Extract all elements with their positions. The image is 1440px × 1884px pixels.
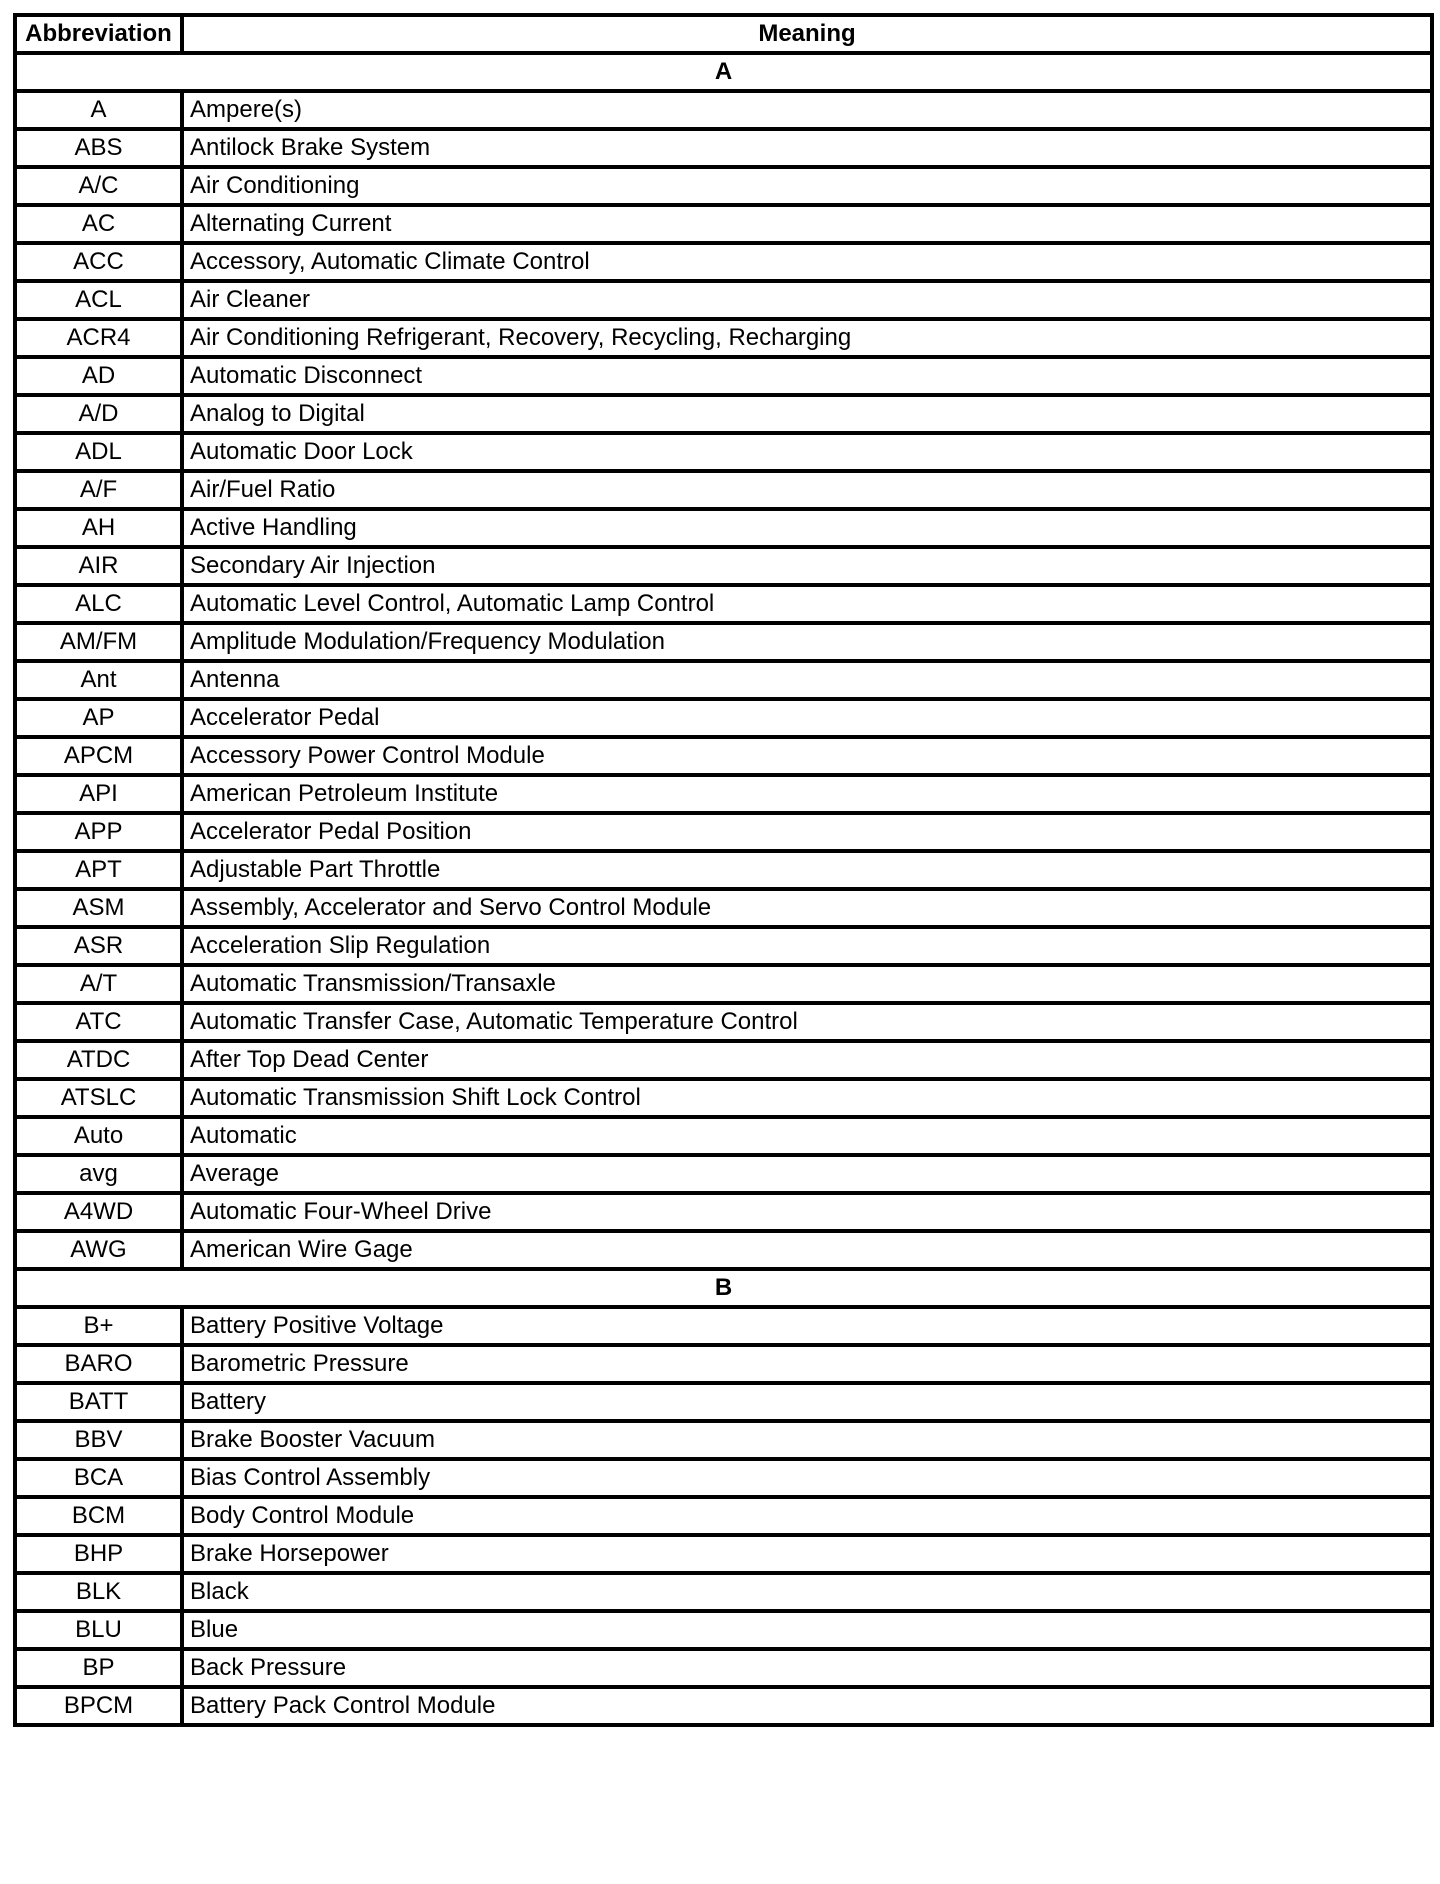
table-row <box>15 1421 1432 1459</box>
meaning-cell: Black <box>182 1573 1432 1611</box>
table-row <box>15 889 1432 927</box>
abbreviation-cell: AC <box>15 205 182 243</box>
abbreviation-cell: BLU <box>15 1611 182 1649</box>
meaning-cell: Blue <box>182 1611 1432 1649</box>
abbreviation-cell: ASM <box>15 889 182 927</box>
abbreviation-cell: ACL <box>15 281 182 319</box>
table-row <box>15 433 1432 471</box>
meaning-cell: Automatic Level Control, Automatic Lamp Control <box>182 585 1432 623</box>
meaning-cell: Adjustable Part Throttle <box>182 851 1432 889</box>
abbreviation-cell: API <box>15 775 182 813</box>
meaning-cell: Accelerator Pedal <box>182 699 1432 737</box>
meaning-cell: Amplitude Modulation/Frequency Modulation <box>182 623 1432 661</box>
table-row <box>15 661 1432 699</box>
abbreviation-cell: A/C <box>15 167 182 205</box>
table-row <box>15 167 1432 205</box>
abbreviation-cell: B+ <box>15 1307 182 1345</box>
table-row <box>15 509 1432 547</box>
table-row <box>15 1155 1432 1193</box>
abbreviation-cell: Ant <box>15 661 182 699</box>
table-row <box>15 1003 1432 1041</box>
meaning-cell: Body Control Module <box>182 1497 1432 1535</box>
meaning-cell: Bias Control Assembly <box>182 1459 1432 1497</box>
table-row <box>15 965 1432 1003</box>
meaning-cell: Active Handling <box>182 509 1432 547</box>
meaning-cell: Brake Booster Vacuum <box>182 1421 1432 1459</box>
abbreviation-cell: ATSLC <box>15 1079 182 1117</box>
abbreviation-cell: ATC <box>15 1003 182 1041</box>
abbreviation-cell: BHP <box>15 1535 182 1573</box>
table-row <box>15 1193 1432 1231</box>
abbreviation-cell: ACR4 <box>15 319 182 357</box>
abbreviation-cell: Auto <box>15 1117 182 1155</box>
section-letter: A <box>15 53 1432 91</box>
abbreviation-cell: BCA <box>15 1459 182 1497</box>
abbreviation-cell: A <box>15 91 182 129</box>
header-meaning: Meaning <box>182 15 1432 53</box>
table-row <box>15 471 1432 509</box>
abbreviation-cell: BARO <box>15 1345 182 1383</box>
table-row <box>15 547 1432 585</box>
abbreviation-cell: AD <box>15 357 182 395</box>
meaning-cell: Air Cleaner <box>182 281 1432 319</box>
table-row <box>15 1497 1432 1535</box>
table-row <box>15 357 1432 395</box>
abbreviation-cell: BLK <box>15 1573 182 1611</box>
abbreviation-cell: AP <box>15 699 182 737</box>
meaning-cell: Alternating Current <box>182 205 1432 243</box>
meaning-cell: Average <box>182 1155 1432 1193</box>
meaning-cell: Analog to Digital <box>182 395 1432 433</box>
meaning-cell: Brake Horsepower <box>182 1535 1432 1573</box>
abbreviation-cell: ACC <box>15 243 182 281</box>
meaning-cell: Barometric Pressure <box>182 1345 1432 1383</box>
table-row <box>15 775 1432 813</box>
abbreviation-cell: AIR <box>15 547 182 585</box>
meaning-cell: Battery Pack Control Module <box>182 1687 1432 1725</box>
meaning-cell: Battery <box>182 1383 1432 1421</box>
meaning-cell: American Wire Gage <box>182 1231 1432 1269</box>
meaning-cell: Battery Positive Voltage <box>182 1307 1432 1345</box>
meaning-cell: Secondary Air Injection <box>182 547 1432 585</box>
table-row <box>15 1041 1432 1079</box>
table-row <box>15 1535 1432 1573</box>
table-row <box>15 1079 1432 1117</box>
abbreviation-cell: BPCM <box>15 1687 182 1725</box>
section-row <box>15 1269 1432 1307</box>
meaning-cell: Accessory, Automatic Climate Control <box>182 243 1432 281</box>
abbreviation-cell: avg <box>15 1155 182 1193</box>
section-letter: B <box>15 1269 1432 1307</box>
abbreviation-cell: ASR <box>15 927 182 965</box>
meaning-cell: Acceleration Slip Regulation <box>182 927 1432 965</box>
abbreviation-cell: A/D <box>15 395 182 433</box>
table-row <box>15 1573 1432 1611</box>
abbreviation-cell: APP <box>15 813 182 851</box>
table-row <box>15 585 1432 623</box>
meaning-cell: Automatic Disconnect <box>182 357 1432 395</box>
table-row <box>15 1117 1432 1155</box>
table-row <box>15 243 1432 281</box>
abbreviation-cell: ABS <box>15 129 182 167</box>
abbreviation-cell: ATDC <box>15 1041 182 1079</box>
table-row <box>15 1687 1432 1725</box>
table-row <box>15 395 1432 433</box>
meaning-cell: Automatic Transfer Case, Automatic Temperature Control <box>182 1003 1432 1041</box>
table-row <box>15 91 1432 129</box>
table-row <box>15 1345 1432 1383</box>
table-row <box>15 737 1432 775</box>
abbreviation-cell: APCM <box>15 737 182 775</box>
abbreviation-table <box>13 13 1434 1727</box>
abbreviation-cell: AM/FM <box>15 623 182 661</box>
table-row <box>15 1459 1432 1497</box>
table-row <box>15 851 1432 889</box>
meaning-cell: Automatic Four-Wheel Drive <box>182 1193 1432 1231</box>
table-row <box>15 623 1432 661</box>
meaning-cell: Assembly, Accelerator and Servo Control Module <box>182 889 1432 927</box>
table-row <box>15 1231 1432 1269</box>
abbreviation-cell: BBV <box>15 1421 182 1459</box>
table-row <box>15 1383 1432 1421</box>
table-row <box>15 927 1432 965</box>
meaning-cell: Air Conditioning <box>182 167 1432 205</box>
meaning-cell: Automatic Transmission Shift Lock Control <box>182 1079 1432 1117</box>
section-row <box>15 53 1432 91</box>
table-body <box>15 53 1432 1725</box>
meaning-cell: Automatic <box>182 1117 1432 1155</box>
table-row <box>15 1649 1432 1687</box>
abbreviation-cell: BCM <box>15 1497 182 1535</box>
abbreviation-cell: A4WD <box>15 1193 182 1231</box>
table-row <box>15 281 1432 319</box>
table-row <box>15 813 1432 851</box>
abbreviation-cell: APT <box>15 851 182 889</box>
meaning-cell: Air Conditioning Refrigerant, Recovery, Recycling, Recharging <box>182 319 1432 357</box>
meaning-cell: Antenna <box>182 661 1432 699</box>
meaning-cell: Accessory Power Control Module <box>182 737 1432 775</box>
meaning-cell: Antilock Brake System <box>182 129 1432 167</box>
meaning-cell: Ampere(s) <box>182 91 1432 129</box>
abbreviation-cell: ADL <box>15 433 182 471</box>
abbreviation-cell: AH <box>15 509 182 547</box>
abbreviation-cell: BP <box>15 1649 182 1687</box>
header-row <box>15 15 1432 53</box>
meaning-cell: American Petroleum Institute <box>182 775 1432 813</box>
abbreviation-cell: BATT <box>15 1383 182 1421</box>
meaning-cell: Automatic Transmission/Transaxle <box>182 965 1432 1003</box>
meaning-cell: After Top Dead Center <box>182 1041 1432 1079</box>
abbreviation-cell: AWG <box>15 1231 182 1269</box>
abbreviation-cell: A/T <box>15 965 182 1003</box>
abbreviation-cell: ALC <box>15 585 182 623</box>
header-abbreviation: Abbreviation <box>15 15 182 53</box>
meaning-cell: Automatic Door Lock <box>182 433 1432 471</box>
table-row <box>15 205 1432 243</box>
meaning-cell: Back Pressure <box>182 1649 1432 1687</box>
table-row <box>15 1611 1432 1649</box>
meaning-cell: Accelerator Pedal Position <box>182 813 1432 851</box>
abbreviation-cell: A/F <box>15 471 182 509</box>
table-row <box>15 129 1432 167</box>
table-row <box>15 699 1432 737</box>
meaning-cell: Air/Fuel Ratio <box>182 471 1432 509</box>
table-row <box>15 319 1432 357</box>
table-row <box>15 1307 1432 1345</box>
